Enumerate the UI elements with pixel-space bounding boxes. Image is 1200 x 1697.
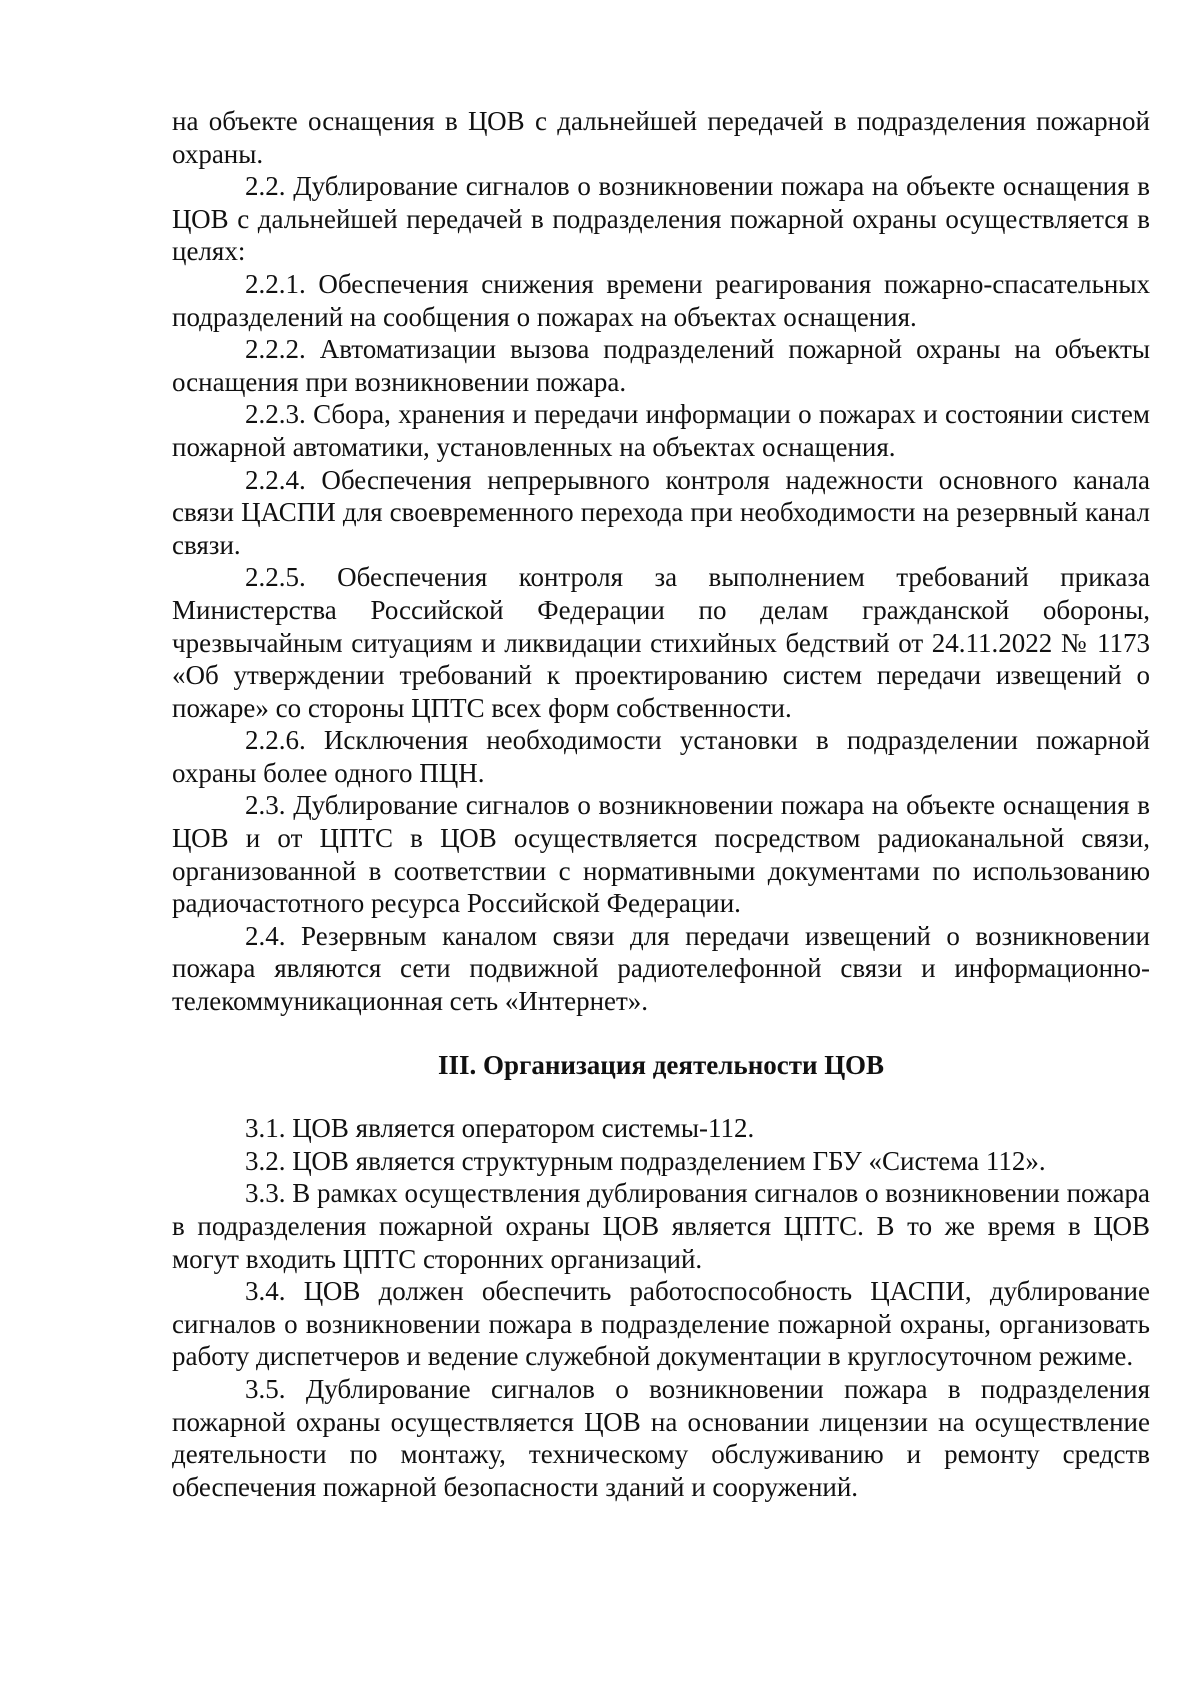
paragraph-2-2-3: 2.2.3. Сбора, хранения и передачи информации о пожарах и состоянии систем пожарной автоматики, установленных на объектах оснащения. bbox=[172, 399, 1150, 462]
paragraph-2-2-4: 2.2.4. Обеспечения непрерывного контроля надежности основного канала связи ЦАСПИ для своевременного перехода при необходимости на резервный канал связи. bbox=[172, 464, 1150, 560]
paragraph-2-3: 2.3. Дублирование сигналов о возникновении пожара на объекте оснащения в ЦОВ и от ЦПТС в ЦОВ осуществляется посредством радиоканальной связи, организованной в соответствии с нормативными документами по использованию радиочастотного ресурса Российской Федерации. bbox=[172, 790, 1150, 919]
paragraph-2-2: 2.2. Дублирование сигналов о возникновении пожара на объекте оснащения в ЦОВ с дальнейшей передачей в подразделения пожарной охраны осуществляется в целях: bbox=[172, 171, 1150, 267]
paragraph-2-2-1: 2.2.1. Обеспечения снижения времени реагирования пожарно-спасательных подразделений на сообщения о пожарах на объектах оснащения. bbox=[172, 268, 1150, 332]
paragraph-3-4: 3.4. ЦОВ должен обеспечить работоспособность ЦАСПИ, дублирование сигналов о возникновении пожара в подразделение пожарной охраны, организовать работу диспетчеров и ведение служебной документации в круглосуточном режиме. bbox=[172, 1276, 1150, 1372]
paragraph-2-2-6: 2.2.6. Исключения необходимости установки в подразделении пожарной охраны более одного ПЦН. bbox=[172, 725, 1150, 788]
paragraph-3-5: 3.5. Дублирование сигналов о возникновении пожара в подразделения пожарной охраны осуществляется ЦОВ на основании лицензии на осуществление деятельности по монтажу, техническому обслуживанию и ремонту средств обеспечения пожарной безопасности зданий и сооружений. bbox=[172, 1373, 1150, 1502]
paragraph-3-1: 3.1. ЦОВ является оператором системы-112. bbox=[245, 1113, 755, 1144]
paragraph-3-2: 3.2. ЦОВ является структурным подразделением ГБУ «Система 112». bbox=[245, 1145, 1046, 1176]
paragraph-2-4: 2.4. Резервным каналом связи для передачи извещений о возникновении пожара являются сети подвижной радиотелефонной связи и информационно-телекоммуникационная сеть «Интернет». bbox=[172, 920, 1150, 1017]
paragraph-3-3: 3.3. В рамках осуществления дублирования сигналов о возникновении пожара в подразделения пожарной охраны ЦОВ является ЦПТС. В то же время в ЦОВ могут входить ЦПТС сторонних организаций. bbox=[172, 1178, 1150, 1274]
paragraph-2-2-5: 2.2.5. Обеспечения контроля за выполнением требований приказа Министерства Российской Федерации по делам гражданской обороны, чрезвычайным ситуациям и ликвидации стихийных бедствий от 24.11.2022 № 1173 «Об утверждении требований к проектированию систем передачи извещений о пожаре» со стороны ЦПТС всех форм собственности. bbox=[172, 562, 1150, 723]
paragraph-2-2-2: 2.2.2. Автоматизации вызова подразделений пожарной охраны на объекты оснащения при возникновении пожара. bbox=[172, 334, 1150, 397]
section-heading-iii: III. Организация деятельности ЦОВ bbox=[438, 1049, 884, 1080]
document-page bbox=[172, 105, 1150, 1503]
paragraph-intro-continued: на объекте оснащения в ЦОВ с дальнейшей передачей в подразделения пожарной охраны. bbox=[172, 106, 1150, 169]
